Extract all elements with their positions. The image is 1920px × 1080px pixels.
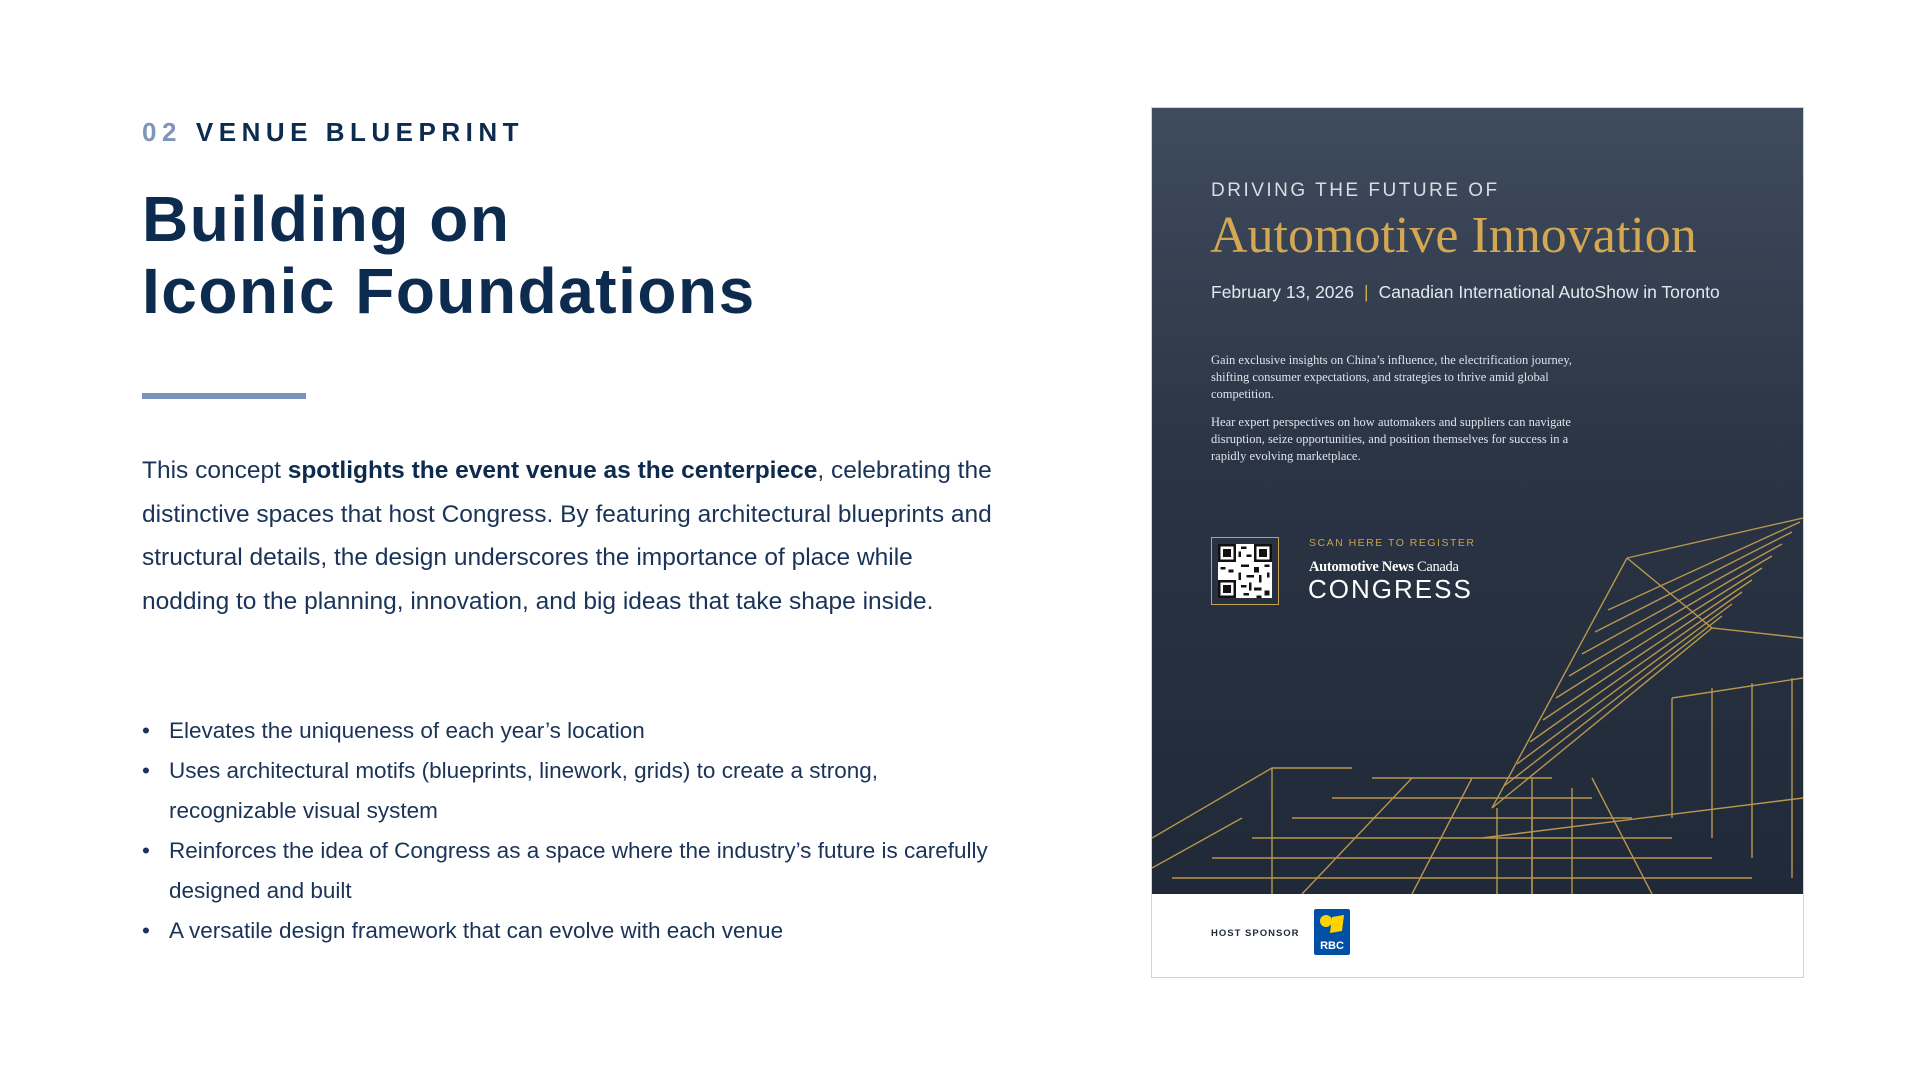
register-qr-code[interactable] [1211, 537, 1279, 605]
feature-item-4: • A versatile design framework that can evolve with each venue [142, 911, 1002, 951]
section-label: VENUE BLUEPRINT [195, 117, 524, 147]
feature-item-1: • Elevates the uniqueness of each year’s location [142, 711, 1002, 751]
brand-bold: Automotive News [1309, 559, 1414, 575]
intro-rest: , celebrating the distinctive spaces that host Congress. By featuring architectural blueprints and structural details, the design underscores the importance of place while nodding to the planning, innovation, and big ideas that take shape inside. [142, 457, 992, 615]
feature-list [142, 711, 1002, 951]
poster-preview [1151, 107, 1804, 978]
poster-meta [1211, 282, 1720, 303]
svg-text:RBC: RBC [1320, 940, 1344, 952]
rbc-logo [1314, 909, 1350, 955]
page-title-line-2: Iconic Foundations [142, 255, 756, 327]
intro-paragraph [142, 449, 1002, 623]
poster-meta-separator: | [1364, 282, 1369, 302]
intro-lead: This concept [142, 457, 288, 484]
poster-paragraph-1: Gain exclusive insights on China’s influence, the electrification journey, shifting consumer expectations, and strategies to thrive amid global competition. [1211, 353, 1572, 401]
page-title-line-1: Building on [142, 183, 511, 255]
building-linework [1152, 438, 1803, 894]
feature-item-3: • Reinforces the idea of Congress as a space where the industry’s future is carefully designed and built [142, 831, 1002, 911]
brand-regular: Canada [1416, 559, 1459, 575]
poster-date: February 13, 2026 [1211, 282, 1355, 302]
poster-kicker: DRIVING THE FUTURE OF [1211, 180, 1500, 201]
scan-register-label: SCAN HERE TO REGISTER [1309, 537, 1476, 549]
section-eyebrow [142, 117, 524, 148]
feature-item-2: • Uses architectural motifs (blueprints, linework, grids) to create a strong, recognizable visual system [142, 751, 1002, 831]
poster-artwork [1152, 108, 1803, 894]
congress-logo-title: CONGRESS [1308, 574, 1473, 604]
page-title [142, 183, 756, 327]
poster-paragraph-2: Hear expert perspectives on how automakers and suppliers can navigate disruption, seize opportunities, and position themselves for success in a rapidly evolving marketplace. [1211, 415, 1571, 463]
host-sponsor-label: HOST SPONSOR [1211, 928, 1300, 939]
section-number: 02 [142, 117, 182, 147]
title-divider [142, 393, 306, 399]
poster-headline: Automotive Innovation [1210, 207, 1697, 264]
intro-emphasis: spotlights the event venue as the centerpiece [287, 457, 818, 484]
poster-footer [1152, 894, 1803, 977]
poster-venue: Canadian International AutoShow in Toronto [1378, 282, 1720, 302]
